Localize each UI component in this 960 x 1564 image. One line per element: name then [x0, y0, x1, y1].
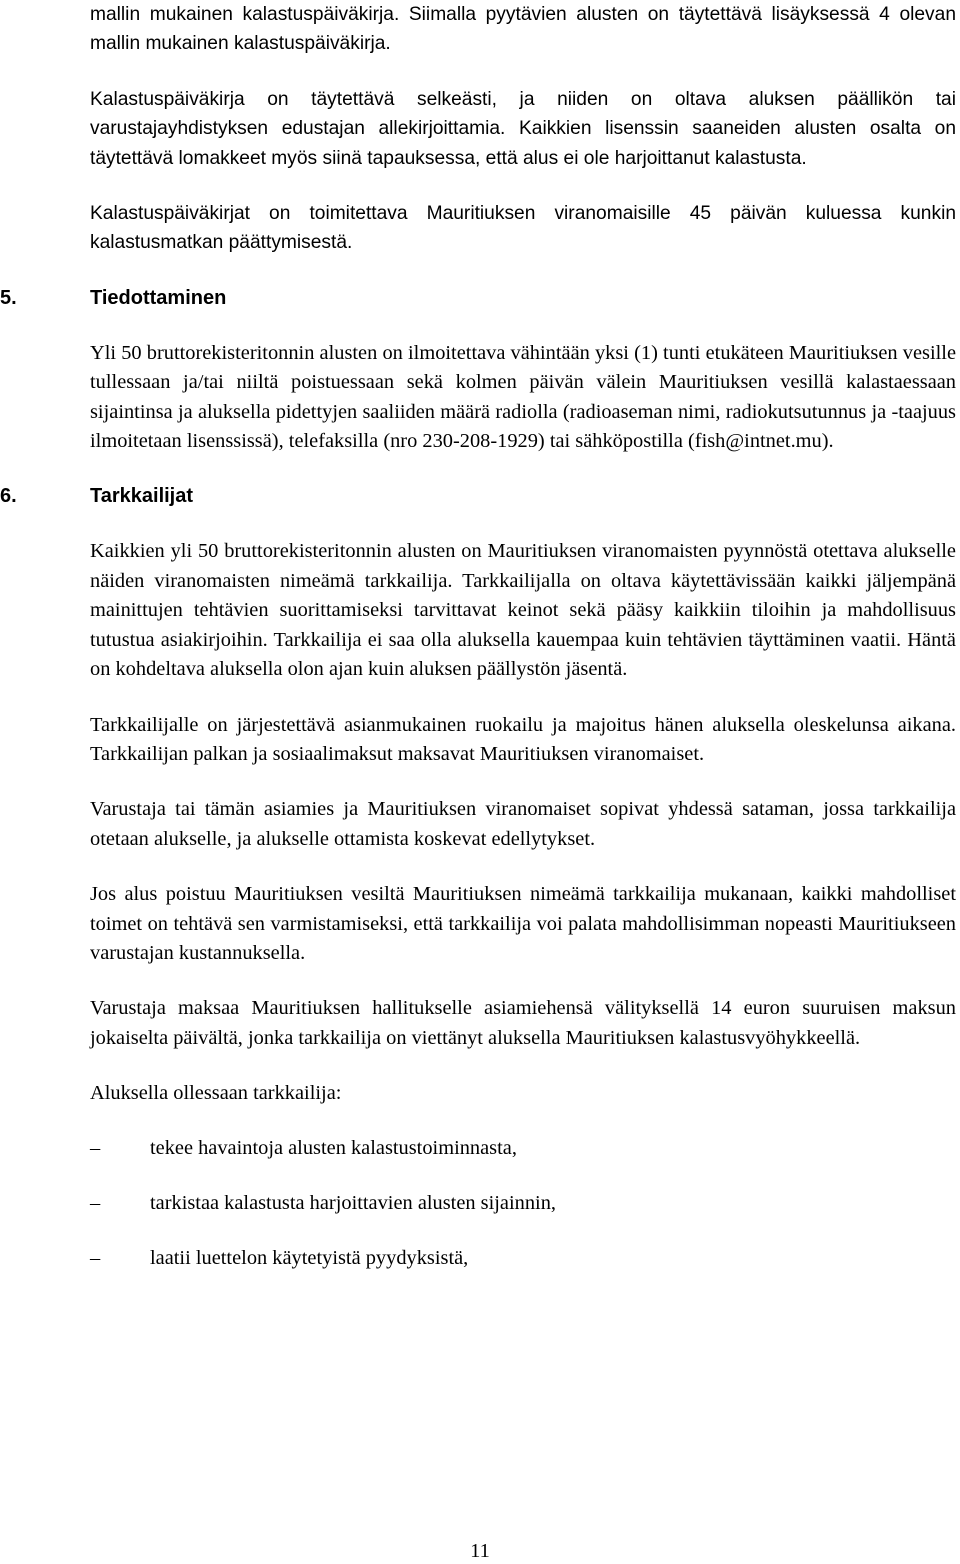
section-title: Tarkkailijat: [90, 485, 194, 508]
section-heading-5: [0, 284, 956, 313]
section-number: 5.: [0, 286, 17, 309]
paragraph-logbook-signing: Kalastuspäiväkirja on täytettävä selkeästi, ja niiden on oltava aluksen päällikön tai varustajayhdistyksen edustajan allekirjoittamia. Kaikkien lisenssin saaneiden alusten osalta on täytettävä lomakkeet myös siinä tapauksessa, että alus ei ole harjoittanut kalastusta.: [90, 88, 956, 169]
spacer: [90, 258, 956, 284]
spacer: [90, 769, 956, 795]
list-item: [90, 1244, 956, 1274]
list-dash: –: [90, 1191, 101, 1214]
paragraph-observer-return: Jos alus poistuu Mauritiuksen vesiltä Mauritiuksen nimeämä tarkkailija mukanaan, kaikki mahdolliset toimet on tehtävä sen varmistamiseksi, että tarkkailija voi palata mahdollisimman nopeasti Mauritiukseen varustajan kustannuksella.: [90, 883, 956, 964]
list-item-text: tarkistaa kalastusta harjoittavien alusten sijainnin,: [150, 1191, 557, 1214]
list-item-text: laatii luettelon käytetyistä pyydyksistä,: [150, 1246, 469, 1269]
paragraph-logbook-continued: mallin mukainen kalastuspäiväkirja. Siimalla pyytävien alusten on täytettävä lisäyksessä 4 olevan mallin mukainen kalastuspäiväkirja.: [90, 4, 956, 55]
list-item: [90, 1134, 956, 1189]
spacer: [90, 1109, 956, 1134]
paragraph-reporting: Yli 50 bruttorekisteritonnin alusten on ilmoitettava vähintään yksi (1) tunti etukäteen Mauritiuksen vesille tullessaan ja/tai niiltä poistuessaan sekä kolmen päivän välein Mauritiuksen vesillä kalastaessaan sijaintinsa ja aluksella pidettyjen saaliiden määrä radiolla (radioaseman nimi, radiokutsutunnus ja -taajuus ilmoitetaan lisenssissä), telefaksilla (nro 230-208-1929) tai sähköpostilla (fish@intnet.mu).: [90, 341, 956, 453]
paragraph-observer-port: Varustaja tai tämän asiamies ja Mauritiuksen viranomaiset sopivat yhdessä sataman, jossa tarkkailija otetaan alukselle, ja alukselle ottamista koskevat edellytykset.: [90, 798, 956, 850]
paragraph-logbook-submission: Kalastuspäiväkirjat on toimitettava Mauritiuksen viranomaisille 45 päivän kuluessa kunkin kalastusmatkan päättymisestä.: [90, 203, 956, 254]
list-item: [90, 1189, 956, 1244]
paragraph-observer-duties-intro: Aluksella ollessaan tarkkailija:: [90, 1082, 342, 1105]
spacer: [90, 59, 956, 85]
spacer: [90, 685, 956, 711]
list-dash: –: [90, 1136, 101, 1159]
list-item-text: tekee havaintoja alusten kalastustoiminnasta,: [150, 1136, 517, 1159]
section-number: 6.: [0, 485, 17, 508]
spacer: [90, 854, 956, 880]
list-dash: –: [90, 1246, 101, 1269]
paragraph-observer-accommodation: Tarkkailijalle on järjestettävä asianmukainen ruokailu ja majoitus hänen aluksella oleskelunsa aikana. Tarkkailijan palkan ja sosiaalimaksut maksavat Mauritiuksen viranomaiset.: [90, 713, 956, 765]
paragraph-observer-fee: Varustaja maksaa Mauritiuksen hallitukselle asiamiehensä välityksellä 14 euron suuruisen maksun jokaiselta päivältä, jonka tarkkailija on viettänyt aluksella Mauritiuksen kalastusvyöhykkeellä.: [90, 997, 956, 1049]
spacer: [90, 1053, 956, 1079]
section-heading-6: [0, 482, 956, 511]
section-title: Tiedottaminen: [90, 286, 227, 309]
spacer: [90, 968, 956, 994]
paragraph-observer-boarding: Kaikkien yli 50 bruttorekisteritonnin alusten on Mauritiuksen viranomaisten pyynnöstä otettava alukselle näiden viranomaisten nimeämä tarkkailija. Tarkkailijalla on oltava käytettävissään kaikki jäljempänä mainittujen tehtävien suorittamiseksi tarvittavat keinot sekä pääsy kaikkiin tiloihin ja mahdollisuus tutustua asiakirjoihin. Tarkkailija ei saa olla aluksella kauempaa kuin tehtävien täyttäminen vaatii. Häntä on kohdeltava aluksella olon ajan kuin aluksen päällystön jäsentä.: [90, 540, 956, 681]
spacer: [90, 173, 956, 199]
spacer: [90, 456, 956, 482]
page-number: 11: [470, 1540, 490, 1562]
spacer: [90, 313, 956, 339]
spacer: [90, 511, 956, 537]
observer-duties-list: [90, 1134, 956, 1274]
